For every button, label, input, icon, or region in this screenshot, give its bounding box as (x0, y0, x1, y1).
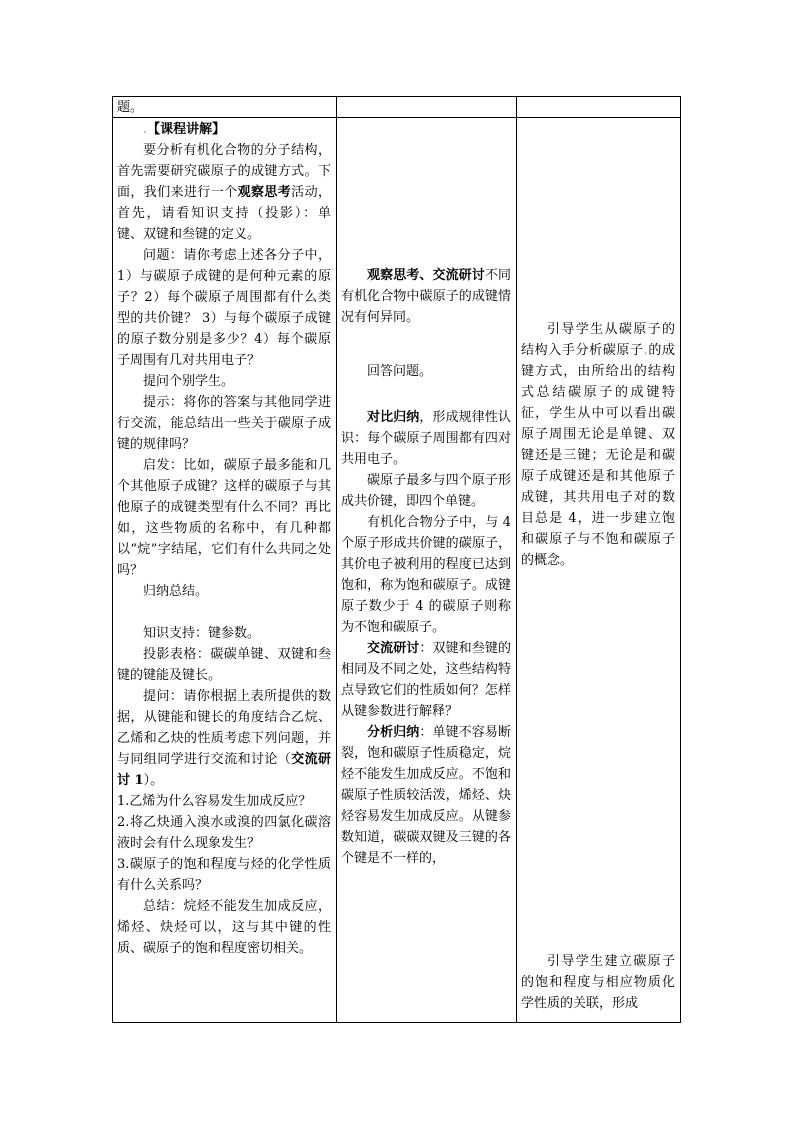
col1-paragraph (117, 140, 331, 245)
paragraph-spacer (117, 602, 331, 623)
table-border-bottom (112, 1022, 681, 1023)
text-run: 投影表格：碳碳单键、双键和叁键的键能及键长。 (117, 647, 331, 683)
text-run: ：单键不容易断裂，饱和碳原子性质稳定，烷烃不能发生加成反应。不饱和碳原子性质较活泼，烯烃、炔烃容易发生加成反应。从键参数知道，碳碳双键及三键的各个键是不一样的， (341, 725, 511, 866)
col1-paragraph (117, 896, 331, 959)
text-run: 1.乙烯为什么容易发生加成反应？ (117, 794, 312, 809)
text-run: 不同有机化合物中碳原子的成键情况有何异同。 (341, 268, 511, 325)
text-run: ）。 (143, 773, 164, 788)
table-column-divider-1 (336, 96, 337, 1023)
col1-paragraph (117, 455, 331, 581)
paragraph-spacer (341, 382, 511, 407)
text-run: 碳原子最多与四个原子形成共价键，即四个单键。 (341, 473, 511, 509)
col2-paragraph (341, 470, 511, 512)
marker-dot: . (143, 122, 148, 137)
col1-paragraph (117, 623, 331, 644)
text-run: 归纳总结。 (143, 584, 209, 599)
text-run: ：双键和叁键的相同及不同之处，这些结构特点导致它们的性质如何？怎样从键参数进行解释？ (341, 641, 511, 719)
text-run: 活动，首先，请看知识支持（投影）：单键、双键和叁键的定义。 (117, 185, 331, 242)
col2-paragraph (341, 638, 511, 722)
text-run: 提问：请你根据上表所提供的数据，从键能和键长的角度结合乙烷、乙烯和乙炔的性质考虑下列问题，并与同组同学进行交流和讨论（ (117, 689, 331, 767)
col1-paragraph (117, 854, 331, 896)
text-run: 提问个别学生。 (143, 374, 235, 389)
col1-paragraph (117, 392, 331, 455)
bold-text: 对比归纳 (367, 410, 420, 425)
text-run: 的成键方式，由所给出的结构式总结碳原子的成键特征，学生从中可以看出碳原子周围无论是单键、双键还是三键；无论是和碳原子成键还是和其他原子成键，其共用电子对的数目总是 4，进一步建立饱和碳原子与不饱和碳原子的概念。 (521, 343, 675, 568)
top-row-col1-text: 题。 (117, 100, 144, 115)
student-activity-cell (341, 265, 511, 869)
text-run: 提示：将你的答案与其他同学进行交流，能总结出一些关于碳原子成键的规律吗？ (117, 395, 331, 452)
text-run: 问题：请你考虑上述各分子中，1）与碳原子成键的是何种元素的原子？2）每个碳原子周围都有什么类型的共价键？ 3）与每个碳原子成键的原子数分别是多少？4）每个碳原子周围有几对共用电子？ (117, 248, 331, 368)
bold-text: 观察思考 (237, 185, 292, 200)
design-intent-cell (521, 319, 675, 1014)
text-run: 2.将乙炔通入溴水或溴的四氯化碳溶液时会有什么现象发生？ (117, 815, 331, 851)
col1-paragraph (117, 245, 331, 371)
col1-paragraph (117, 812, 331, 854)
text-run: 要分析有机化合物的分子结构，首先需要研究碳原子的成键方式。下面，我们来进行一个 (117, 143, 331, 200)
bold-text: 分析归纳 (367, 725, 420, 740)
text-run: 3.碳原子的饱和程度与烃的化学性质有什么关系吗？ (117, 857, 331, 893)
text-run: 总结：烷烃不能发生加成反应，烯烃、炔烃可以，这与其中键的性质、碳原子的饱和程度密切相关。 (117, 899, 331, 956)
table-border-right (680, 96, 681, 1023)
col1-paragraph (117, 581, 331, 602)
text-run: 引导学生建立碳原子的饱和程度与相应物质化学性质的关联，形成 (521, 954, 675, 1011)
text-run: 引导学生从碳原子的结构入手分析碳原子 (521, 322, 675, 358)
bold-text: 交流研讨 (367, 641, 420, 656)
table-border-left (112, 96, 113, 1023)
top-row-col1-cell (117, 97, 331, 118)
text-run: ，形成规律性认识：每个碳原子周围都有四对共用电子。 (341, 410, 511, 467)
text-run: . (643, 343, 648, 358)
col1-paragraph (117, 791, 331, 812)
bold-text: 交流研讨 1 (117, 752, 331, 788)
col1-paragraph (117, 686, 331, 791)
text-run: 知识支持：键参数。 (143, 626, 261, 641)
bold-text: 【课程讲解】 (147, 122, 226, 137)
col3-paragraph (521, 319, 675, 571)
text-run: 启发：比如，碳原子最多能和几个其他原子成键？这样的碳原子与其他原子的成键类型有什么不同？再比如，这些物质的名称中，有几种都以“烷”字结尾，它们有什么共同之处吗？ (117, 458, 331, 578)
col2-paragraph (341, 512, 511, 638)
text-run: 回答问题。 (367, 364, 433, 379)
bold-text: 观察思考、交流研讨 (367, 268, 485, 283)
table-column-divider-2 (516, 96, 517, 1023)
col1-paragraph (117, 371, 331, 392)
col2-paragraph (341, 407, 511, 470)
paragraph-spacer (341, 328, 511, 361)
col2-paragraph (341, 722, 511, 869)
col2-paragraph (341, 265, 511, 328)
text-run: 有机化合物分子中，与 4 个原子形成共价键的碳原子，其价电子被利用的程度已达到饱和，称为饱和碳原子。成键原子数少于 4 的碳原子则称为不饱和碳原子。 (341, 515, 511, 635)
teacher-activity-cell (117, 119, 331, 959)
col1-paragraph (117, 119, 331, 140)
col1-paragraph (117, 644, 331, 686)
col2-paragraph (341, 361, 511, 382)
col3-paragraph (521, 951, 675, 1014)
